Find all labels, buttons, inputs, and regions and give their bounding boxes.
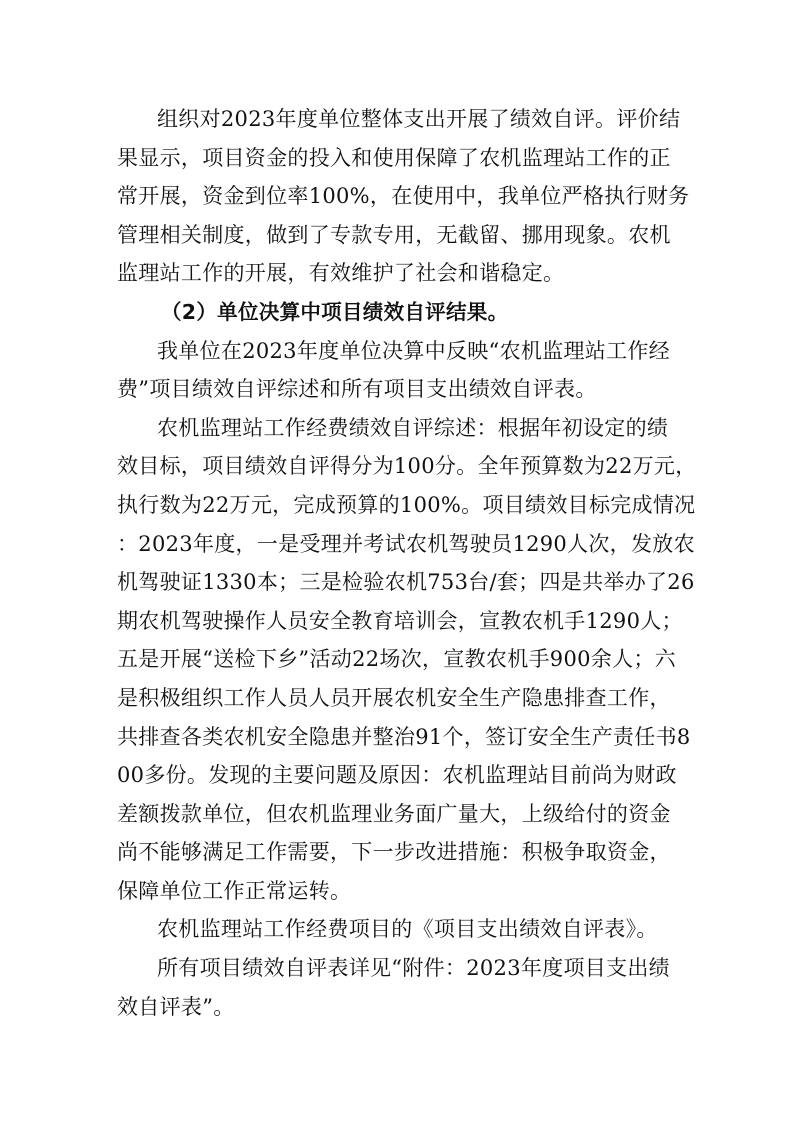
text-line: 农机监理站工作经费项目的《项目支出绩效自评表》。 — [157, 917, 658, 942]
text-line: 期农机驾驶操作人员安全教育培训会，宣教农机手1290人； — [117, 608, 683, 633]
text-line: 保障单位工作正常运转。 — [117, 878, 352, 903]
document-body — [117, 100, 697, 1026]
text-line: 监理站工作的开展，有效维护了社会和谐稳定。 — [117, 261, 565, 286]
text-line: 差额拨款单位，但农机监理业务面广量大，上级给付的资金 — [117, 801, 671, 826]
text-line: 组织对2023年度单位整体支出开展了绩效自评。评价结 — [157, 107, 681, 131]
text-line: 执行数为22万元，完成预算的100%。项目绩效目标完成情况 — [117, 492, 696, 517]
text-line: 五是开展“送检下乡”活动22场次，宣教农机手900余人；六 — [117, 647, 676, 672]
text-line: 尚不能够满足工作需要，下一步改进措施：积极争取资金， — [117, 840, 671, 865]
text-line: 果显示，项目资金的投入和使用保障了农机监理站工作的正 — [117, 145, 671, 170]
text-line: 常开展，资金到位率100%，在使用中，我单位严格执行财务 — [117, 184, 690, 209]
paragraph-final-accounts — [117, 332, 683, 409]
text-line: 是积极组织工作人员人员开展农机安全生产隐患排查工作， — [117, 685, 671, 710]
text-line: 效自评表”。 — [117, 994, 235, 1019]
text-line: 费”项目绩效自评综述和所有项目支出绩效自评表。 — [117, 377, 597, 402]
paragraph-project-review — [117, 409, 697, 911]
paragraph-attachment-reference — [117, 949, 683, 1026]
text-line: 我单位在2023年度单位决算中反映“农机监理站工作经 — [157, 338, 670, 363]
paragraph-performance-summary — [117, 100, 690, 293]
text-line: 共排查各类农机安全隐患并整治91个，签订安全生产责任书8 — [117, 724, 691, 749]
text-line: 效目标，项目绩效自评得分为100分。全年预算数为22万元， — [117, 454, 697, 479]
section-heading: （2）单位决算中项目绩效自评结果。 — [161, 299, 509, 324]
text-line: ：2023年度，一是受理并考试农机驾驶员1290人次，发放农 — [117, 531, 695, 556]
text-line: 机驾驶证1330本；三是检验农机753台/套；四是共举办了26 — [117, 570, 695, 595]
paragraph-project-table-reference — [117, 910, 683, 949]
text-line: 农机监理站工作经费绩效自评综述：根据年初设定的绩 — [157, 415, 669, 440]
text-line: 所有项目绩效自评表详见“附件：2023年度项目支出绩 — [157, 956, 670, 981]
text-line: 00多份。发现的主要问题及原因：农机监理站目前尚为财政 — [117, 763, 677, 788]
text-line: 管理相关制度，做到了专款专用，无截留、挪用现象。农机 — [117, 222, 671, 247]
